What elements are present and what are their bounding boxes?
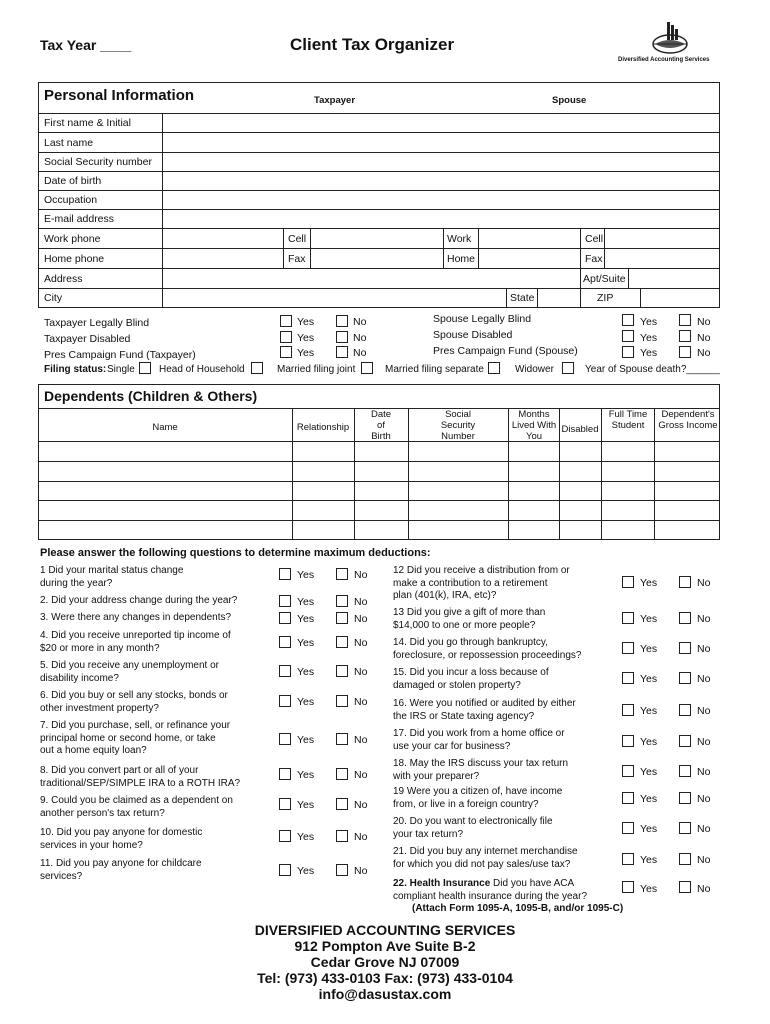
yes-label: Yes: [640, 883, 658, 895]
no-label: No: [353, 347, 367, 359]
question-left-8-no-checkbox[interactable]: [336, 768, 348, 780]
question-left-2: 2. Did your address change during the year?: [40, 595, 238, 606]
dep-col-disabled: Disabled: [561, 424, 599, 435]
question-right-8-no-checkbox[interactable]: [679, 792, 691, 804]
question-left-8-yes-checkbox[interactable]: [279, 768, 291, 780]
dependents-section-title: Dependents (Children & Others): [44, 388, 258, 404]
q22-no-checkbox[interactable]: [679, 881, 691, 893]
row-label-occupation: Occupation: [44, 194, 98, 206]
personal-section-title: Personal Information: [44, 87, 195, 104]
question-left-9: 9. Could you be claimed as a dependent on another person's tax return?: [40, 795, 233, 819]
row-label-email: E-mail address: [44, 213, 115, 225]
question-left-1-yes-checkbox[interactable]: [279, 568, 291, 580]
yes-label: Yes: [297, 666, 315, 678]
mfj-checkbox[interactable]: [361, 362, 373, 374]
question-right-9-yes-checkbox[interactable]: [622, 822, 634, 834]
question-right-7: 18. May the IRS discuss your tax return with your preparer?: [393, 758, 569, 782]
yes-label: Yes: [297, 831, 315, 843]
question-left-11-yes-checkbox[interactable]: [279, 864, 291, 876]
question-left-8: 8. Did you convert part or all of your traditional/SEP/SIMPLE IRA to a ROTH IRA?: [40, 765, 241, 789]
question-left-7: 7. Did you purchase, sell, or refinance your principal home or second home, or take out a home equity loan?: [40, 720, 231, 756]
taxpayer-blind-no-checkbox[interactable]: [336, 315, 348, 327]
yes-label: Yes: [297, 734, 315, 746]
yes-label: Yes: [297, 613, 315, 625]
questions-intro: Please answer the following questions to determine maximum deductions:: [40, 547, 431, 559]
question-left-7-yes-checkbox[interactable]: [279, 733, 291, 745]
question-right-10: 21. Did you buy any internet merchandise for which you did not pay sales/use tax?: [393, 846, 578, 870]
question-right-6: 17. Did you work from a home office or use your car for business?: [393, 728, 565, 752]
no-label: No: [697, 883, 711, 895]
spouse-disabled-no-checkbox[interactable]: [679, 330, 691, 342]
no-label: No: [353, 316, 367, 328]
question-right-8-yes-checkbox[interactable]: [622, 792, 634, 804]
question-right-7-yes-checkbox[interactable]: [622, 765, 634, 777]
spouse-blind-yes-checkbox[interactable]: [622, 314, 634, 326]
question-left-11-no-checkbox[interactable]: [336, 864, 348, 876]
question-left-5-yes-checkbox[interactable]: [279, 665, 291, 677]
single-checkbox[interactable]: [139, 362, 151, 374]
no-label: No: [697, 643, 711, 655]
yes-label: Yes: [640, 316, 658, 328]
dep-col-student: Full Time Student: [608, 409, 648, 431]
spouse-disabled-label: Spouse Disabled: [433, 329, 513, 341]
pres-fund-spouse-no-checkbox[interactable]: [679, 346, 691, 358]
no-label: No: [697, 613, 711, 625]
no-label: No: [697, 736, 711, 748]
spouse-work-label: Work: [447, 233, 472, 245]
yes-label: Yes: [297, 316, 315, 328]
spouse-blind-label: Spouse Legally Blind: [433, 313, 532, 325]
yes-label: Yes: [297, 569, 315, 581]
yes-label: Yes: [640, 823, 658, 835]
yes-label: Yes: [640, 643, 658, 655]
no-label: No: [353, 332, 367, 344]
question-right-4: 15. Did you incur a loss because of damaged or stolen property?: [393, 667, 549, 691]
question-left-2-yes-checkbox[interactable]: [279, 595, 291, 607]
taxpayer-fax-label: Fax: [288, 253, 306, 265]
zip-label: ZIP: [597, 292, 614, 304]
taxpayer-blind-yes-checkbox[interactable]: [280, 315, 292, 327]
no-label: No: [354, 831, 368, 843]
apt-suite-label: Apt/Suite: [583, 273, 626, 285]
question-right-5-no-checkbox[interactable]: [679, 704, 691, 716]
question-left-4-no-checkbox[interactable]: [336, 636, 348, 648]
no-label: No: [354, 637, 368, 649]
question-right-1: 12 Did you receive a distribution from or make a contribution to a retirement plan (401(k), IRA, etc)?: [393, 565, 570, 601]
question-right-6-yes-checkbox[interactable]: [622, 735, 634, 747]
spouse-fax-label: Fax: [585, 253, 603, 265]
state-label: State: [510, 292, 535, 304]
no-label: No: [697, 793, 711, 805]
taxpayer-column-header: Taxpayer: [314, 95, 356, 106]
question-left-10-no-checkbox[interactable]: [336, 830, 348, 842]
no-label: No: [697, 332, 711, 344]
question-left-1: 1 Did your marital status change during the year?: [40, 565, 184, 589]
footer-email: info@dasustax.com: [318, 986, 452, 1002]
yes-label: Yes: [297, 596, 315, 608]
question-right-4-yes-checkbox[interactable]: [622, 672, 634, 684]
question-left-3-yes-checkbox[interactable]: [279, 612, 291, 624]
question-right-1-no-checkbox[interactable]: [679, 576, 691, 588]
question-right-10-yes-checkbox[interactable]: [622, 853, 634, 865]
filing-status-label: Filing status:: [44, 364, 107, 375]
taxpayer-disabled-yes-checkbox[interactable]: [280, 331, 292, 343]
question-right-5: 16. Were you notified or audited by either the IRS or State taxing agency?: [393, 698, 576, 722]
dep-col-name: Name: [152, 422, 178, 433]
yes-label: Yes: [640, 766, 658, 778]
yes-label: Yes: [297, 799, 315, 811]
no-label: No: [354, 769, 368, 781]
row-label-first-name: First name & Initial: [44, 117, 131, 129]
pres-fund-spouse-yes-checkbox[interactable]: [622, 346, 634, 358]
mfs-label: Married filing separate: [385, 364, 484, 375]
yes-label: Yes: [297, 637, 315, 649]
dep-col-months: Months Lived With You: [511, 409, 557, 442]
question-right-1-yes-checkbox[interactable]: [622, 576, 634, 588]
no-label: No: [354, 734, 368, 746]
row-label-ssn: Social Security number: [44, 156, 152, 168]
pres-fund-spouse-label: Pres Campaign Fund (Spouse): [433, 345, 578, 357]
taxpayer-disabled-no-checkbox[interactable]: [336, 331, 348, 343]
pres-fund-taxpayer-label: Pres Campaign Fund (Taxpayer): [44, 349, 196, 361]
yes-label: Yes: [640, 705, 658, 717]
no-label: No: [354, 696, 368, 708]
yes-label: Yes: [640, 577, 658, 589]
no-label: No: [697, 347, 711, 359]
footer-address1: 912 Pompton Ave Suite B-2: [294, 938, 476, 954]
question-left-5-no-checkbox[interactable]: [336, 665, 348, 677]
question-left-3-no-checkbox[interactable]: [336, 612, 348, 624]
yes-label: Yes: [297, 865, 315, 877]
question-left-11: 11. Did you pay anyone for childcare services?: [40, 858, 202, 882]
question-right-4-no-checkbox[interactable]: [679, 672, 691, 684]
spouse-cell-label: Cell: [585, 233, 604, 245]
question-left-6: 6. Did you buy or sell any stocks, bonds or other investment property?: [40, 690, 228, 714]
row-label-last-name: Last name: [44, 137, 94, 149]
no-label: No: [697, 854, 711, 866]
logo-caption: Diversified Accounting Services: [618, 57, 710, 63]
question-right-2-no-checkbox[interactable]: [679, 612, 691, 624]
question-left-4-yes-checkbox[interactable]: [279, 636, 291, 648]
question-right-6-no-checkbox[interactable]: [679, 735, 691, 747]
no-label: No: [697, 705, 711, 717]
question-right-5-yes-checkbox[interactable]: [622, 704, 634, 716]
row-label-city: City: [44, 292, 63, 304]
mfj-label: Married filing joint: [277, 364, 356, 375]
dep-col-dob: Date of Birth: [370, 409, 392, 442]
yes-label: Yes: [640, 854, 658, 866]
yes-label: Yes: [297, 769, 315, 781]
question-right-2: 13 Did you give a gift of more than $14,000 to one or more people?: [393, 607, 546, 631]
no-label: No: [354, 596, 368, 608]
question-right-3-yes-checkbox[interactable]: [622, 642, 634, 654]
no-label: No: [354, 865, 368, 877]
question-left-10-yes-checkbox[interactable]: [279, 830, 291, 842]
question-left-10: 10. Did you pay anyone for domestic services in your home?: [40, 827, 203, 851]
footer-phones: Tel: (973) 433-0103 Fax: (973) 433-0104: [257, 970, 513, 986]
question-left-5: 5. Did you receive any unemployment or disability income?: [40, 660, 219, 684]
question-left-6-yes-checkbox[interactable]: [279, 695, 291, 707]
q22-text: Did you have ACA compliant health insurance during the year?: [393, 878, 588, 902]
yes-label: Yes: [297, 696, 315, 708]
question-left-2-no-checkbox[interactable]: [336, 595, 348, 607]
question-right-9: 20. Do you want to electronically file your tax return?: [393, 816, 553, 840]
tax-year-label: Tax Year ____: [40, 37, 132, 53]
yes-label: Yes: [297, 347, 315, 359]
dep-col-relationship: Relationship: [296, 422, 350, 433]
question-left-7-no-checkbox[interactable]: [336, 733, 348, 745]
no-label: No: [697, 577, 711, 589]
pres-fund-taxpayer-no-checkbox[interactable]: [336, 346, 348, 358]
no-label: No: [354, 666, 368, 678]
footer-company: DIVERSIFIED ACCOUNTING SERVICES: [254, 922, 516, 938]
yes-label: Yes: [640, 793, 658, 805]
no-label: No: [354, 799, 368, 811]
question-left-4: 4. Did you receive unreported tip income of $20 or more in any month?: [40, 630, 231, 654]
q22-bold: 22. Health Insurance: [393, 878, 491, 889]
head-household-label: Head of Household: [159, 364, 245, 375]
head-household-checkbox[interactable]: [251, 362, 263, 374]
yes-label: Yes: [297, 332, 315, 344]
pres-fund-taxpayer-yes-checkbox[interactable]: [280, 346, 292, 358]
no-label: No: [697, 823, 711, 835]
no-label: No: [697, 316, 711, 328]
widower-label: Widower: [515, 364, 554, 375]
spouse-blind-no-checkbox[interactable]: [679, 314, 691, 326]
question-right-3: 14. Did you go through bankruptcy, foreclosure, or repossession proceedings?: [393, 637, 582, 661]
mfs-checkbox[interactable]: [488, 362, 500, 374]
yes-label: Yes: [640, 347, 658, 359]
row-label-home-phone: Home phone: [44, 253, 105, 265]
yes-label: Yes: [640, 736, 658, 748]
question-left-1-no-checkbox[interactable]: [336, 568, 348, 580]
yes-label: Yes: [640, 613, 658, 625]
no-label: No: [697, 766, 711, 778]
dep-col-ssn: Social Security Number: [440, 409, 476, 442]
taxpayer-cell-label: Cell: [288, 233, 307, 245]
company-logo-icon: [645, 20, 695, 56]
question-right-7-no-checkbox[interactable]: [679, 765, 691, 777]
spouse-death-label: Year of Spouse death?______: [585, 364, 720, 375]
question-22: [393, 878, 621, 903]
question-left-9-yes-checkbox[interactable]: [279, 798, 291, 810]
spouse-home-label: Home: [447, 253, 476, 265]
yes-label: Yes: [640, 673, 658, 685]
spouse-disabled-yes-checkbox[interactable]: [622, 330, 634, 342]
row-label-work-phone: Work phone: [44, 233, 101, 245]
spouse-column-header: Spouse: [552, 95, 587, 106]
taxpayer-disabled-label: Taxpayer Disabled: [44, 333, 131, 345]
question-left-3: 3. Were there any changes in dependents?: [40, 612, 232, 623]
taxpayer-blind-label: Taxpayer Legally Blind: [44, 317, 150, 329]
question-right-2-yes-checkbox[interactable]: [622, 612, 634, 624]
widower-checkbox[interactable]: [562, 362, 574, 374]
q22-attach: (Attach Form 1095-A, 1095-B, and/or 1095-C): [412, 903, 624, 914]
question-right-3-no-checkbox[interactable]: [679, 642, 691, 654]
single-label: Single: [107, 364, 135, 375]
no-label: No: [354, 569, 368, 581]
yes-label: Yes: [640, 332, 658, 344]
q22-yes-checkbox[interactable]: [622, 881, 634, 893]
question-right-8: 19 Were you a citizen of, have income from, or live in a foreign country?: [393, 786, 563, 810]
row-label-dob: Date of birth: [44, 175, 102, 187]
page-title: Client Tax Organizer: [290, 35, 455, 54]
footer-address2: Cedar Grove NJ 07009: [310, 954, 460, 970]
row-label-address: Address: [44, 273, 83, 285]
question-right-9-no-checkbox[interactable]: [679, 822, 691, 834]
no-label: No: [697, 673, 711, 685]
question-left-9-no-checkbox[interactable]: [336, 798, 348, 810]
dep-col-income: Dependent's Gross Income: [658, 409, 718, 431]
no-label: No: [354, 613, 368, 625]
question-right-10-no-checkbox[interactable]: [679, 853, 691, 865]
question-left-6-no-checkbox[interactable]: [336, 695, 348, 707]
